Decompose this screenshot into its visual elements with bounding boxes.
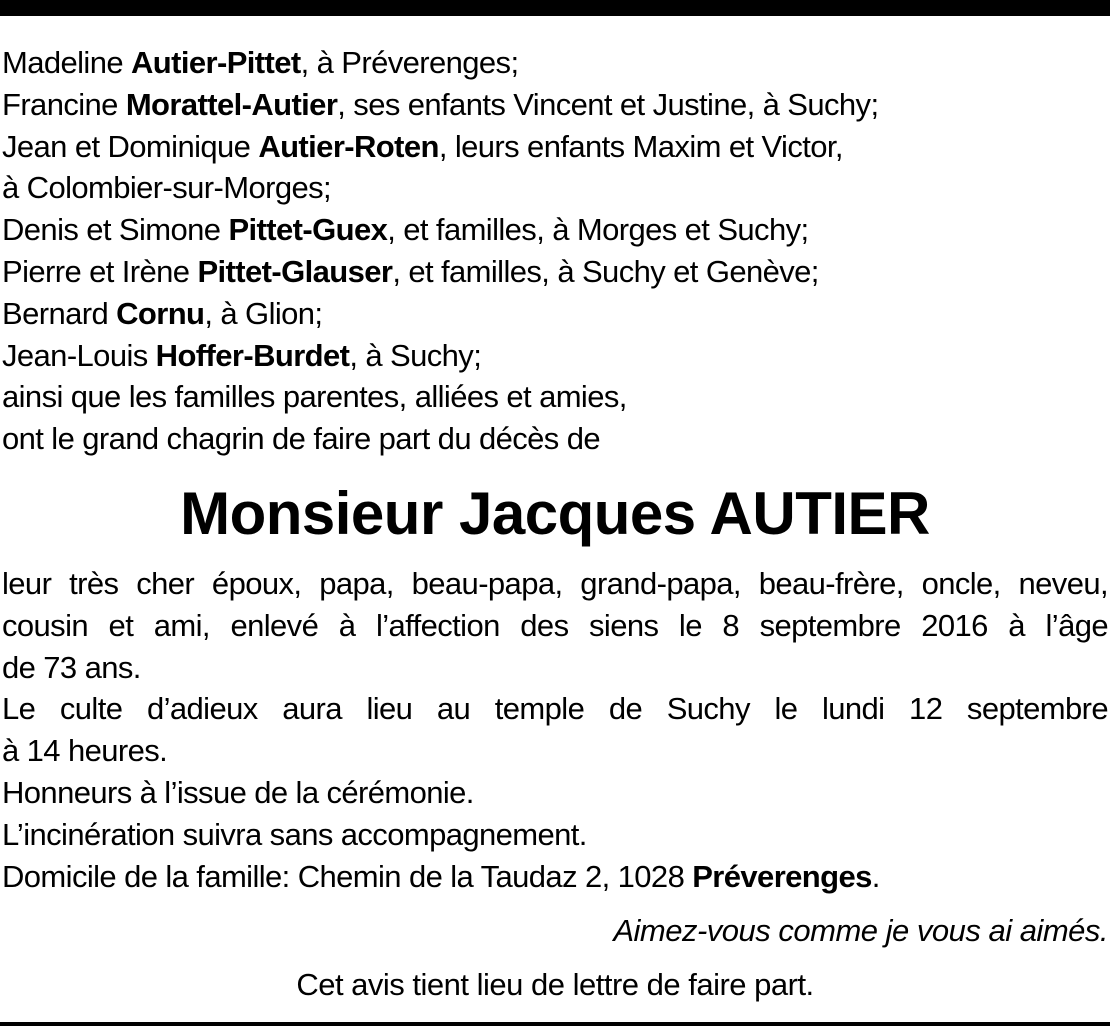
details-line: L’incinération suivra sans accompagnement. bbox=[2, 816, 587, 852]
top-rule bbox=[0, 0, 1110, 16]
family-line bbox=[2, 84, 1108, 126]
family-line-text: , et familles, à Morges et Suchy; bbox=[387, 212, 809, 248]
domicile-text: . bbox=[871, 858, 880, 894]
family-line-text: ont le grand chagrin de faire part du décès de bbox=[2, 421, 600, 457]
deceased-name: Monsieur Jacques AUTIER bbox=[180, 480, 930, 547]
family-line bbox=[2, 335, 1108, 377]
family-line-text: Jean-Louis bbox=[2, 337, 156, 373]
family-line bbox=[2, 167, 1108, 209]
family-line-text: à Colombier-sur-Morges; bbox=[2, 170, 332, 206]
details-line: leur très cher époux, papa, beau-papa, grand-papa, beau-frère, oncle, neveu, bbox=[2, 566, 1108, 601]
notice-statement: Cet avis tient lieu de lettre de faire part. bbox=[296, 967, 814, 1002]
family-line-text: , leurs enfants Maxim et Victor, bbox=[438, 128, 843, 164]
family-line bbox=[2, 418, 1108, 460]
details-line: à 14 heures. bbox=[2, 733, 168, 769]
family-surname: Pittet-Glauser bbox=[197, 253, 393, 289]
family-line-text: Francine bbox=[2, 86, 126, 122]
family-line bbox=[2, 42, 1108, 84]
details-line: de 73 ans. bbox=[2, 649, 141, 685]
family-line-text: , à Glion; bbox=[204, 295, 323, 331]
domicile-town: Préverenges bbox=[692, 858, 872, 894]
family-surname: Autier-Roten bbox=[258, 128, 439, 164]
family-line-text: Bernard bbox=[2, 295, 117, 331]
family-surname: Pittet-Guex bbox=[228, 212, 388, 248]
details-line: Le culte d’adieux aura lieu au temple de Suchy le lundi 12 septembre bbox=[2, 691, 1108, 727]
family-line-text: , à Suchy; bbox=[349, 337, 482, 373]
obituary-details bbox=[2, 563, 1108, 897]
family-line-text: , à Préverenges; bbox=[300, 45, 519, 80]
family-line bbox=[2, 293, 1108, 335]
domicile-line bbox=[2, 856, 1108, 898]
family-line-text: ainsi que les familles parentes, alliées et amies, bbox=[2, 379, 627, 415]
family-surname: Hoffer-Burdet bbox=[155, 337, 350, 373]
family-line-text: Denis et Simone bbox=[2, 212, 229, 248]
family-line-text: , ses enfants Vincent et Justine, à Suchy; bbox=[337, 86, 879, 122]
details-line: Honneurs à l’issue de la cérémonie. bbox=[2, 774, 474, 810]
bottom-rule bbox=[0, 1022, 1110, 1026]
details-line: cousin et ami, enlevé à l’affection des siens le 8 septembre 2016 à l’âge bbox=[2, 607, 1108, 643]
domicile-text: Domicile de la famille: Chemin de la Taudaz 2, 1028 bbox=[2, 858, 693, 894]
family-line bbox=[2, 209, 1108, 251]
family-surname: Cornu bbox=[116, 295, 205, 331]
family-surname: Morattel-Autier bbox=[125, 86, 338, 122]
family-line-text: Pierre et Irène bbox=[2, 253, 198, 289]
family-line-text: Madeline bbox=[2, 45, 132, 80]
family-list bbox=[2, 42, 1108, 460]
quote: Aimez-vous comme je vous ai aimés. bbox=[613, 913, 1108, 948]
family-line bbox=[2, 126, 1108, 168]
family-line bbox=[2, 251, 1108, 293]
family-line-text: Jean et Dominique bbox=[2, 128, 259, 164]
family-line bbox=[2, 376, 1108, 418]
family-line-text: , et familles, à Suchy et Genève; bbox=[392, 253, 819, 289]
family-surname: Autier-Pittet bbox=[131, 45, 301, 80]
